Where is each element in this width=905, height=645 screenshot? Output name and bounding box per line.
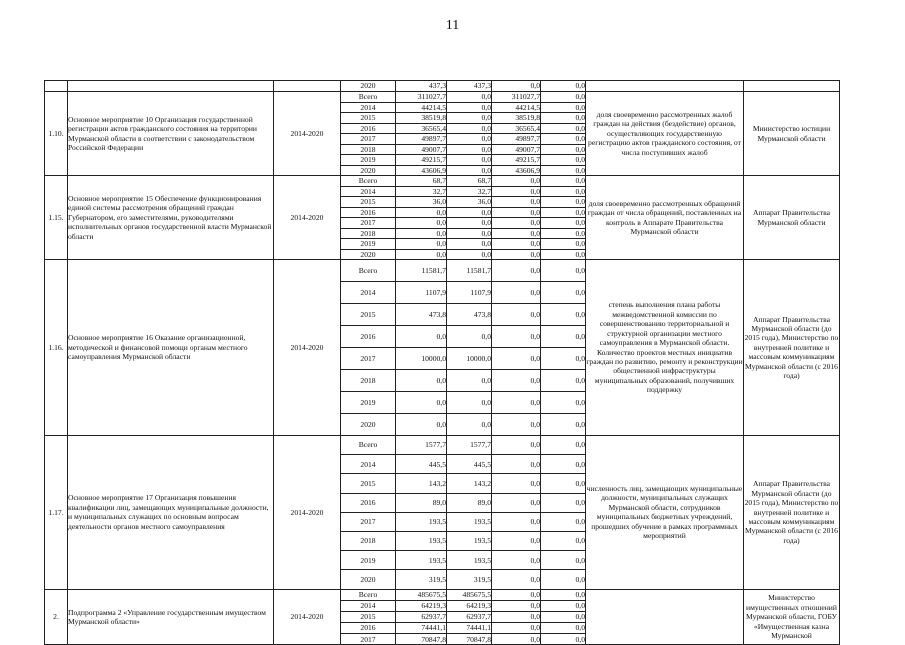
value-cell: 64219,3 [396,600,447,611]
section-description: Основное мероприятие 15 Обеспечение функционирования единой системы рассмотрения обращений граждан Губернатором, его заместителями, руководителями исполнительных органов государственной власти Мурманской области [68,176,274,260]
value-cell: 1577,7 [447,436,492,455]
value-cell: 36,0 [447,197,492,208]
value-cell: 0,0 [447,218,492,229]
value-cell: 89,0 [396,493,447,512]
section-responsible: Аппарат Правительства Мурманской области (до 2015 года), Министерство по внутренней политике и массовым коммуникациям Мурманской области (с 2016 года) [744,436,840,590]
value-cell: 43606,9 [396,165,447,176]
section-indicator: численность лиц, замещающих муниципальные должности, муниципальных служащих Мурманской области, сотрудников муниципальных бюджетных учреждений, прошедших обучение в рамках программных мероприятий [586,436,744,590]
value-cell: 10000,0 [447,348,492,370]
value-cell: 0,0 [492,392,541,414]
value-cell: 193,5 [396,531,447,550]
section-responsible: Аппарат Правительства Мурманской области (до 2015 года), Министерство по внутренней политике и массовым коммуникациям Мурманской области (с 2016 года) [744,260,840,436]
value-cell: 0,0 [541,260,586,282]
value-cell: 311027,7 [396,92,447,103]
value-cell: 0,0 [447,326,492,348]
value-cell: 68,7 [396,176,447,187]
year-cell: 2018 [341,144,396,155]
value-cell: 0,0 [541,207,586,218]
value-cell: 0,0 [492,436,541,455]
value-cell: 0,0 [447,370,492,392]
value-cell: 0,0 [492,304,541,326]
value-cell: 44214,5 [492,102,541,113]
value-cell: 0,0 [541,144,586,155]
value-cell: 0,0 [541,392,586,414]
year-cell: Всего [341,260,396,282]
value-cell: 0,0 [492,600,541,611]
value-cell: 0,0 [492,455,541,474]
table-row [45,260,840,282]
value-cell: 0,0 [447,392,492,414]
value-cell: 0,0 [541,348,586,370]
year-cell: 2019 [341,239,396,250]
section-indicator: доля своевременно рассмотренных жалоб граждан на действия (бездействие) органов, осуществляющих государственную регистрацию актов гражданского состояния, от числа поступивших жалоб [586,92,744,176]
value-cell: 0,0 [396,228,447,239]
value-cell: 89,0 [447,493,492,512]
year-cell: 2018 [341,370,396,392]
value-cell: 0,0 [541,326,586,348]
value-cell: 485675,5 [396,589,447,600]
value-cell: 193,5 [396,551,447,570]
year-cell: 2019 [341,392,396,414]
table-row [45,436,840,455]
value-cell: 0,0 [541,551,586,570]
section-number: 1.10. [45,92,68,176]
table-row [45,81,840,92]
table-row [45,92,840,103]
value-cell: 0,0 [447,228,492,239]
value-cell: 1107,9 [447,282,492,304]
year-cell: 2019 [341,155,396,166]
table-row [45,589,840,600]
value-cell: 0,0 [541,155,586,166]
value-cell: 473,8 [447,304,492,326]
value-cell: 0,0 [492,176,541,187]
value-cell: 62937,7 [396,611,447,622]
value-cell: 437,3 [447,81,492,92]
section-period: 2014-2020 [274,436,341,590]
year-cell: 2020 [341,165,396,176]
value-cell: 0,0 [492,474,541,493]
year-cell: 2017 [341,348,396,370]
section-responsible: Министерство имущественных отношений Мурманской области, ГОБУ «Имущественная казна Мурманской [744,589,840,645]
section-number: 2. [45,589,68,645]
value-cell: 0,0 [541,600,586,611]
value-cell: 0,0 [396,370,447,392]
indicator-cell [586,81,744,92]
value-cell: 0,0 [447,102,492,113]
value-cell: 0,0 [396,218,447,229]
value-cell: 0,0 [447,165,492,176]
value-cell: 0,0 [492,414,541,436]
value-cell: 49897,7 [396,134,447,145]
value-cell: 44214,5 [396,102,447,113]
value-cell: 0,0 [492,197,541,208]
value-cell: 0,0 [447,249,492,260]
value-cell: 0,0 [396,207,447,218]
year-cell: 2016 [341,623,396,634]
value-cell: 36565,4 [492,123,541,134]
value-cell: 0,0 [492,207,541,218]
year-cell: 2017 [341,634,396,645]
value-cell: 0,0 [447,134,492,145]
value-cell: 32,7 [447,186,492,197]
value-cell: 0,0 [396,249,447,260]
period-cell [274,81,341,92]
value-cell: 0,0 [541,228,586,239]
value-cell: 49215,7 [396,155,447,166]
value-cell: 0,0 [541,176,586,187]
value-cell: 0,0 [541,102,586,113]
value-cell: 0,0 [541,436,586,455]
value-cell: 311027,7 [492,92,541,103]
value-cell: 68,7 [447,176,492,187]
year-cell: 2014 [341,600,396,611]
year-cell: 2015 [341,113,396,124]
value-cell: 0,0 [541,282,586,304]
value-cell: 0,0 [396,414,447,436]
year-cell: Всего [341,92,396,103]
section-number: 1.16. [45,260,68,436]
year-cell: 2017 [341,134,396,145]
value-cell: 62937,7 [447,611,492,622]
value-cell: 0,0 [447,144,492,155]
value-cell: 0,0 [541,81,586,92]
section-responsible: Аппарат Правительства Мурманской области [744,176,840,260]
year-cell: 2015 [341,197,396,208]
year-cell: 2016 [341,123,396,134]
value-cell: 32,7 [396,186,447,197]
value-cell: 0,0 [492,218,541,229]
value-cell: 473,8 [396,304,447,326]
year-cell: 2020 [341,249,396,260]
section-period: 2014-2020 [274,589,341,645]
value-cell: 11581,7 [447,260,492,282]
year-cell: Всего [341,589,396,600]
value-cell: 38519,8 [396,113,447,124]
value-cell: 0,0 [396,392,447,414]
value-cell: 70847,8 [447,634,492,645]
section-number: 1.17. [45,436,68,590]
value-cell: 437,3 [396,81,447,92]
year-cell: 2015 [341,474,396,493]
year-cell: 2019 [341,551,396,570]
section-indicator: степень выполнения плана работы межведомственной комиссии по совершенствованию территориальной и структурной организации местного самоуправления в Мурманской области. Количество проектов местных инициатив граждан по развитию, ремонту и реконструкции общественной инфраструктуры муниципальных образований, получивших поддержку [586,260,744,436]
year-cell: 2014 [341,186,396,197]
value-cell: 143,2 [396,474,447,493]
value-cell: 0,0 [541,414,586,436]
value-cell: 0,0 [541,304,586,326]
value-cell: 0,0 [541,474,586,493]
section-period: 2014-2020 [274,260,341,436]
value-cell: 74441,1 [447,623,492,634]
year-cell: Всего [341,176,396,187]
value-cell: 0,0 [541,455,586,474]
value-cell: 0,0 [541,165,586,176]
value-cell: 36565,4 [396,123,447,134]
year-cell: 2018 [341,228,396,239]
section-responsible: Министерство юстиции Мурманской области [744,92,840,176]
value-cell: 0,0 [447,155,492,166]
value-cell: 0,0 [447,113,492,124]
section-period: 2014-2020 [274,92,341,176]
value-cell: 0,0 [492,589,541,600]
value-cell: 49215,7 [492,155,541,166]
value-cell: 0,0 [492,81,541,92]
section-indicator: доля своевременно рассмотренных обращений граждан от числа обращений, поставленных на контроль в Аппарате Правительства Мурманской области [586,176,744,260]
section-description: Основное мероприятие 10 Организация государственной регистрации актов гражданского состояния на территории Мурманской области в соответствии с законодательством Российской Федерации [68,92,274,176]
section-indicator [586,589,744,645]
value-cell: 0,0 [492,611,541,622]
value-cell: 70847,8 [396,634,447,645]
value-cell: 0,0 [492,634,541,645]
value-cell: 0,0 [492,531,541,550]
value-cell: 0,0 [541,123,586,134]
value-cell: 319,5 [396,570,447,589]
value-cell: 0,0 [447,207,492,218]
section-description: Основное мероприятие 16 Оказание организационной, методической и финансовой помощи органам местного самоуправления Мурманской области [68,260,274,436]
year-cell: 2017 [341,512,396,531]
value-cell: 11581,7 [396,260,447,282]
responsible-cell [744,81,840,92]
value-cell: 0,0 [492,260,541,282]
value-cell: 1577,7 [396,436,447,455]
value-cell: 0,0 [541,634,586,645]
value-cell: 0,0 [541,134,586,145]
value-cell: 0,0 [492,348,541,370]
value-cell: 0,0 [541,249,586,260]
year-cell: 2015 [341,611,396,622]
value-cell: 0,0 [541,113,586,124]
value-cell: 10000,0 [396,348,447,370]
year-cell: 2016 [341,207,396,218]
year-cell: 2020 [341,414,396,436]
value-cell: 49897,7 [492,134,541,145]
value-cell: 0,0 [396,326,447,348]
table-row [45,176,840,187]
value-cell: 193,5 [447,531,492,550]
program-budget-table [44,80,840,645]
value-cell: 0,0 [447,92,492,103]
value-cell: 0,0 [541,92,586,103]
value-cell: 0,0 [541,623,586,634]
year-cell: 2020 [341,570,396,589]
value-cell: 0,0 [541,493,586,512]
value-cell: 49007,7 [396,144,447,155]
value-cell: 193,5 [396,512,447,531]
value-cell: 0,0 [492,370,541,392]
year-cell: 2020 [341,81,396,92]
section-number: 1.15. [45,176,68,260]
year-cell: Всего [341,436,396,455]
value-cell: 36,0 [396,197,447,208]
description-cell [68,81,274,92]
value-cell: 0,0 [492,249,541,260]
section-period: 2014-2020 [274,176,341,260]
value-cell: 0,0 [492,282,541,304]
section-description: Основное мероприятие 17 Организация повышения квалификации лиц, замещающих муниципальные должности, и муниципальных служащих по основным вопросам деятельности органов местного самоуправления [68,436,274,590]
value-cell: 485675,5 [447,589,492,600]
year-cell: 2014 [341,102,396,113]
value-cell: 193,5 [447,551,492,570]
value-cell: 0,0 [492,186,541,197]
value-cell: 0,0 [541,512,586,531]
year-cell: 2018 [341,531,396,550]
year-cell: 2016 [341,326,396,348]
value-cell: 0,0 [541,570,586,589]
value-cell: 0,0 [492,512,541,531]
value-cell: 0,0 [447,123,492,134]
value-cell: 0,0 [541,197,586,208]
value-cell: 0,0 [541,370,586,392]
value-cell: 0,0 [541,531,586,550]
value-cell: 0,0 [492,551,541,570]
value-cell: 0,0 [541,186,586,197]
value-cell: 0,0 [492,228,541,239]
year-cell: 2014 [341,455,396,474]
value-cell: 445,5 [447,455,492,474]
value-cell: 0,0 [541,611,586,622]
year-cell: 2017 [341,218,396,229]
num-cell [45,81,68,92]
value-cell: 0,0 [447,239,492,250]
value-cell: 0,0 [541,218,586,229]
value-cell: 74441,1 [396,623,447,634]
value-cell: 445,5 [396,455,447,474]
value-cell: 43606,9 [492,165,541,176]
page-number: 11 [445,18,460,33]
value-cell: 0,0 [396,239,447,250]
value-cell: 0,0 [447,414,492,436]
year-cell: 2014 [341,282,396,304]
section-description: Подпрограмма 2 «Управление государственным имуществом Мурманской области» [68,589,274,645]
value-cell: 0,0 [492,570,541,589]
value-cell: 0,0 [492,239,541,250]
value-cell: 64219,3 [447,600,492,611]
value-cell: 0,0 [492,623,541,634]
value-cell: 143,2 [447,474,492,493]
value-cell: 0,0 [541,589,586,600]
value-cell: 0,0 [492,493,541,512]
year-cell: 2016 [341,493,396,512]
value-cell: 1107,9 [396,282,447,304]
value-cell: 193,5 [447,512,492,531]
year-cell: 2015 [341,304,396,326]
value-cell: 0,0 [492,326,541,348]
value-cell: 38519,8 [492,113,541,124]
value-cell: 49007,7 [492,144,541,155]
value-cell: 319,5 [447,570,492,589]
value-cell: 0,0 [541,239,586,250]
